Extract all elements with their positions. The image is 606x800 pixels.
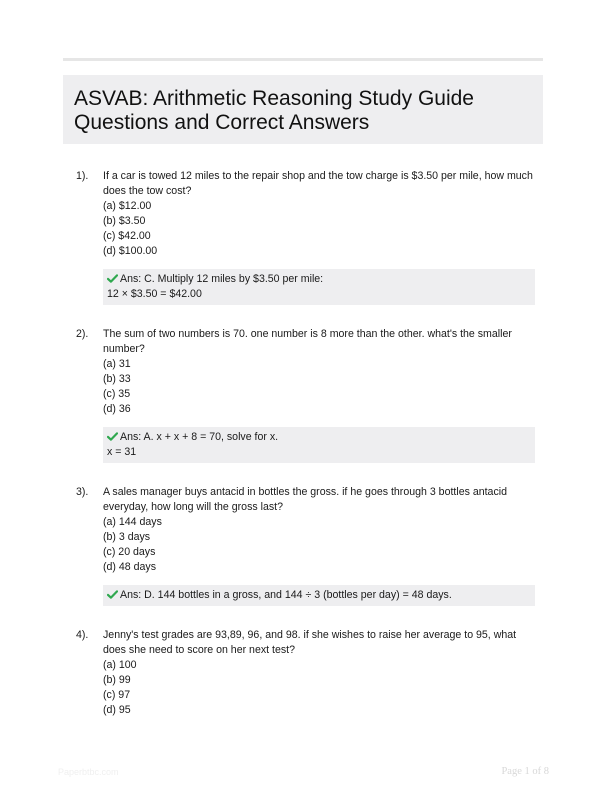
option-b: (b) 33 <box>103 373 131 385</box>
question-body <box>103 485 539 606</box>
question-text <box>103 169 539 199</box>
question-text-line: everyday, how long will the gross last? <box>103 501 283 513</box>
option-c: (c) 35 <box>103 388 131 400</box>
option-d: (d) 36 <box>103 403 131 415</box>
answer-text: Ans: C. Multiply 12 miles by $3.50 per mile: <box>120 273 324 285</box>
option-list <box>103 515 539 575</box>
option-c: (c) $42.00 <box>103 230 151 242</box>
question-text-line: does she need to score on her next test? <box>103 644 295 656</box>
option-d: (d) 48 days <box>103 561 156 573</box>
question-number: 3). <box>76 486 89 498</box>
question-number: 2). <box>76 328 89 340</box>
question-text <box>103 485 539 515</box>
check-icon <box>107 274 118 283</box>
option-list <box>103 199 539 259</box>
answer-box <box>103 427 535 463</box>
option-d: (d) $100.00 <box>103 245 158 257</box>
page-title <box>74 87 534 135</box>
answer-line <box>107 430 531 445</box>
question-text-line: number? <box>103 343 145 355</box>
option-c: (c) 20 days <box>103 546 156 558</box>
option-a: (a) 31 <box>103 358 131 370</box>
answer-text: Ans: A. x + x + 8 = 70, solve for x. <box>120 431 279 443</box>
answer-text: 12 × $3.50 = $42.00 <box>107 288 202 300</box>
answer-line <box>107 588 531 603</box>
option-b: (b) 99 <box>103 674 131 686</box>
option-a: (a) $12.00 <box>103 200 152 212</box>
question-body <box>103 327 539 463</box>
question-text-line: The sum of two numbers is 70. one number is 8 more than the other. what's the smaller <box>103 328 512 340</box>
answer-text: x = 31 <box>107 446 137 458</box>
page-indicator: Page 1 of 8 <box>501 766 549 777</box>
question-text <box>103 327 539 357</box>
option-list <box>103 357 539 417</box>
option-list <box>103 658 539 718</box>
question-text-line: If a car is towed 12 miles to the repair shop and the tow charge is $3.50 per mile, how much <box>103 170 533 182</box>
answer-line <box>107 272 531 287</box>
title-banner <box>63 75 543 144</box>
answer-box <box>103 585 535 606</box>
option-b: (b) 3 days <box>103 531 151 543</box>
question-number: 4). <box>76 629 89 641</box>
option-a: (a) 100 <box>103 659 137 671</box>
check-icon <box>107 590 118 599</box>
answer-text: Ans: D. 144 bottles in a gross, and 144 ÷ 3 (bottles per day) = 48 days. <box>120 589 452 601</box>
option-b: (b) $3.50 <box>103 215 146 227</box>
footer-watermark: Paperbtbc.com <box>58 767 119 777</box>
question-body <box>103 169 539 305</box>
page-title-line-1: ASVAB: Arithmetic Reasoning Study Guide <box>74 87 474 110</box>
question-text-line: A sales manager buys antacid in bottles the gross. if he goes through 3 bottles antacid <box>103 486 507 498</box>
question-text-line: does the tow cost? <box>103 185 192 197</box>
option-c: (c) 97 <box>103 689 131 701</box>
question-text <box>103 628 539 658</box>
check-icon <box>107 432 118 441</box>
answer-box <box>103 269 535 305</box>
top-divider <box>63 58 543 61</box>
option-d: (d) 95 <box>103 704 131 716</box>
question-text-line: Jenny's test grades are 93,89, 96, and 98. if she wishes to raise her average to 95, what <box>103 629 517 641</box>
page-title-line-2: Questions and Correct Answers <box>74 111 370 134</box>
question-number: 1). <box>76 170 89 182</box>
question-body <box>103 628 539 718</box>
option-a: (a) 144 days <box>103 516 162 528</box>
